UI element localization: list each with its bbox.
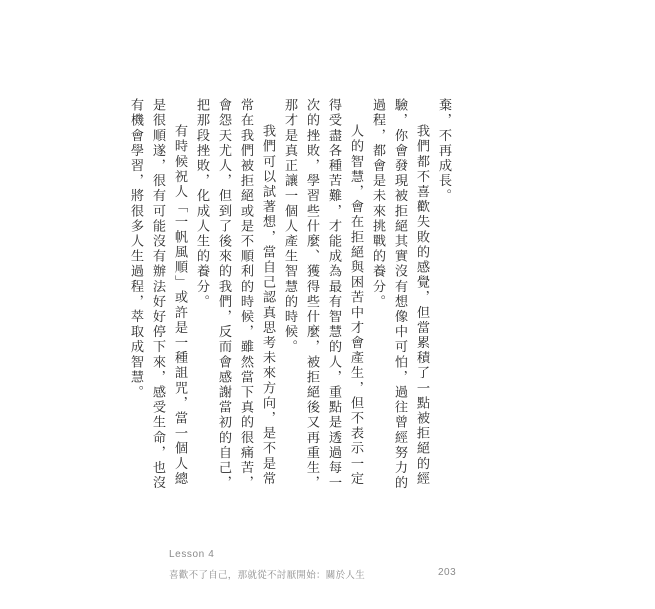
- paragraph: 我們可以試著想，當自己認真思考未來方向，是不是常常在我們被拒絕或是不順利的時候，雖然當下真的很痛苦，會怨天尤人，但到了後來的我們，反而會感謝當初的自己，把那段挫敗，化成人生的養分。: [194, 98, 275, 491]
- paragraph: 我們都不喜歡失敗的感覺，但當累積了一點被拒絕的經驗，你會發現被拒絕其實沒有想像中可怕，過往曾經努力的過程，都會是未來挑戰的養分。: [370, 98, 429, 491]
- page-number: 203: [438, 567, 457, 578]
- vertical-text-block: [124, 98, 454, 498]
- paragraph: 人的智慧，會在拒絕與困苦中才會產生，但不表示一定得受盡各種苦難，才能成為最有智慧的人，重點是透過每一次的挫敗，學習些什麼、獲得些什麼，被拒絕後又再重生，那才是真正讓一個人產生智慧的時候。: [282, 98, 363, 491]
- paragraph-continuation: 棄，不再成長。: [436, 98, 451, 204]
- paragraph: 有時候祝人「一帆風順」或許是一種詛咒，當一個人總是很順遂，很有可能沒有辦法好好停下來，感受生命，也沒有機會學習，將很多人生過程，萃取成智慧。: [128, 98, 187, 491]
- footer-lesson-label: Lesson 4: [169, 549, 215, 560]
- footer-book-title: 喜歡不了自己，那就從不討厭開始：關於人生: [169, 570, 366, 581]
